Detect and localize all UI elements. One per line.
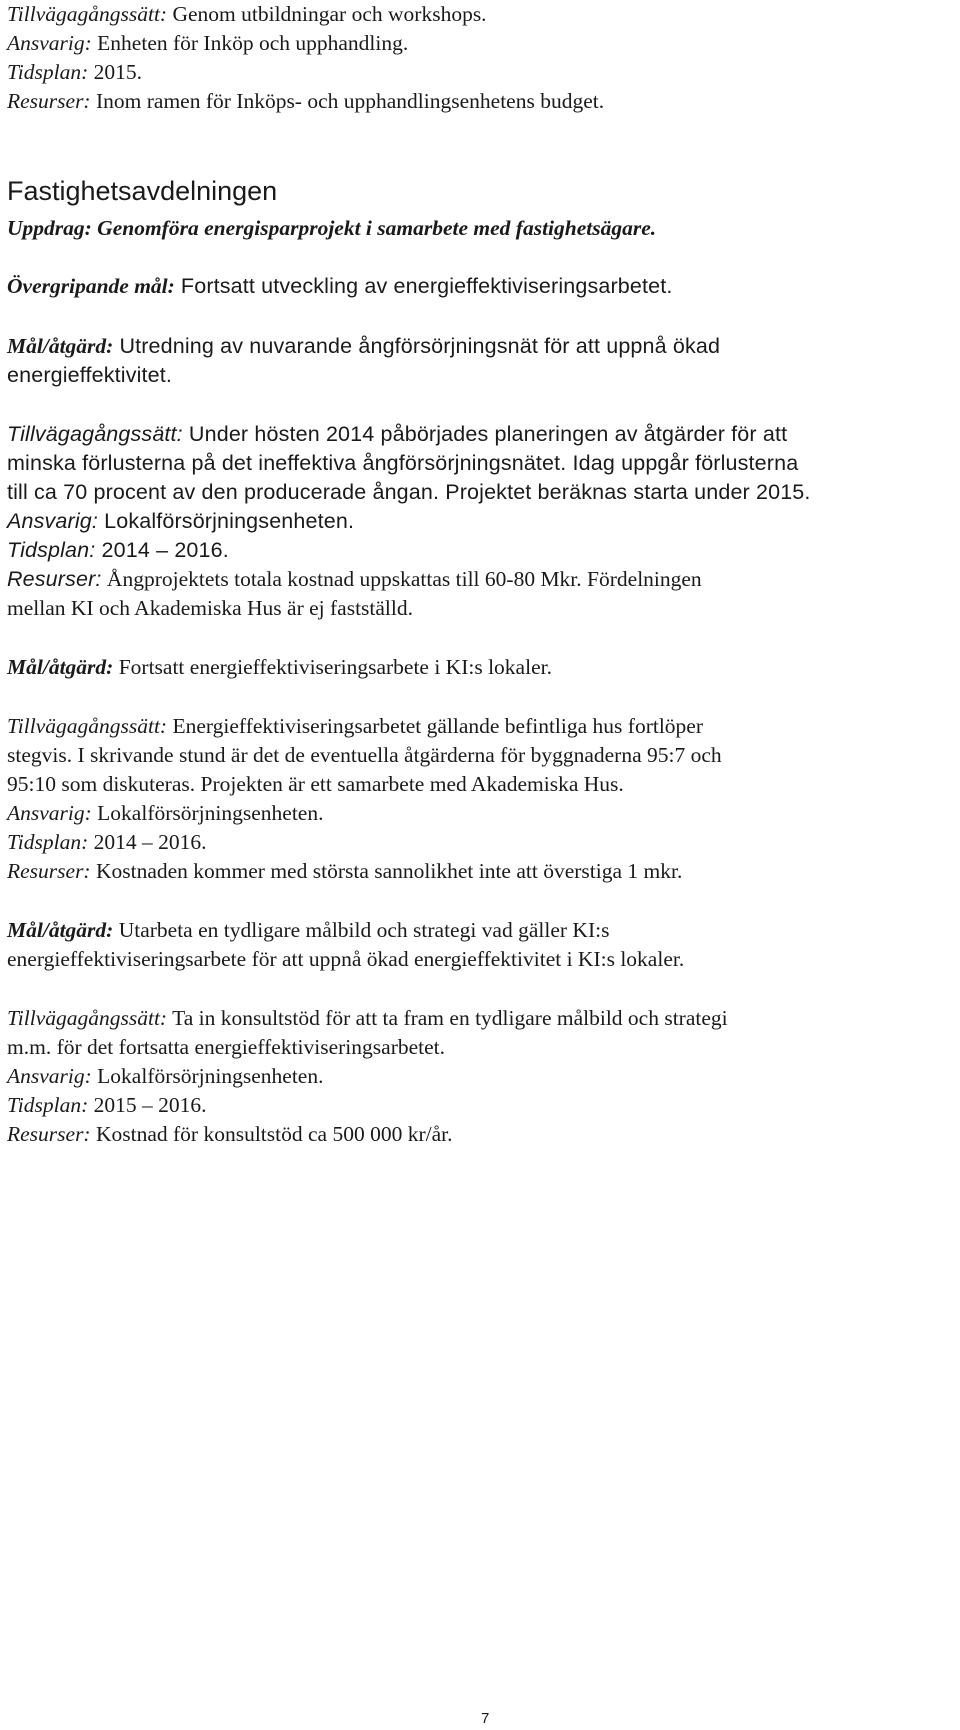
responsible-label: Ansvarig: <box>7 801 92 825</box>
top-schedule-line <box>7 58 142 86</box>
approach-label: Tillvägagångssätt: <box>7 422 183 446</box>
responsible-text: Lokalförsörjningsenheten. <box>91 1064 324 1088</box>
resources-text: Kostnad för konsultstöd ca 500 000 kr/år. <box>90 1122 453 1146</box>
measure-label: Mål/åtgärd: <box>7 655 114 679</box>
overall-goal-line <box>7 272 672 300</box>
measure-text: Fortsatt energieffektiviseringsarbete i KI:s lokaler. <box>113 655 552 679</box>
resources-label: Resurser: <box>7 567 102 591</box>
goal2-responsible-line <box>7 799 323 827</box>
page-number: 7 <box>481 1710 490 1727</box>
schedule-text: 2014 – 2016. <box>95 538 229 562</box>
goal3-approach-line1 <box>7 1004 728 1032</box>
approach-text: Energieffektiviseringsarbetet gällande befintliga hus fortlöper <box>167 714 704 738</box>
approach-label: Tillvägagångssätt: <box>7 2 168 26</box>
top-approach-line <box>7 0 487 28</box>
measure-text: Utredning av nuvarande ångförsörjningsnät för att uppnå ökad <box>113 334 721 358</box>
measure-label: Mål/åtgärd: <box>7 334 114 358</box>
responsible-text: Enheten för Inköp och upphandling. <box>91 31 409 55</box>
goal2-approach-line2: stegvis. I skrivande stund är det de eventuella åtgärderna för byggnaderna 95:7 och <box>7 743 722 767</box>
approach-text: Ta in konsultstöd för att ta fram en tydligare målbild och strategi <box>167 1006 728 1030</box>
assignment-line: Uppdrag: Genomföra energisparprojekt i samarbete med fastighetsägare. <box>7 216 657 240</box>
approach-label: Tillvägagångssätt: <box>7 1006 168 1030</box>
goal3-resources-line1 <box>7 1120 452 1148</box>
responsible-label: Ansvarig: <box>7 1064 92 1088</box>
section-heading: Fastighetsavdelningen <box>7 176 278 206</box>
goal1-approach-line3: till ca 70 procent av den producerade ångan. Projektet beräknas starta under 2015. <box>7 480 811 504</box>
measure-label: Mål/åtgärd: <box>7 918 114 942</box>
resources-label: Resurser: <box>7 89 91 113</box>
goal3-approach-line2: m.m. för det fortsatta energieffektiviseringsarbetet. <box>7 1035 446 1059</box>
goal2-schedule-line <box>7 828 207 856</box>
approach-label: Tillvägagångssätt: <box>7 714 168 738</box>
goal2-approach-line1 <box>7 712 703 740</box>
schedule-label: Tidsplan: <box>7 1093 89 1117</box>
responsible-text: Lokalförsörjningsenheten. <box>97 509 355 533</box>
goal1-responsible-line <box>7 507 354 535</box>
schedule-text: 2014 – 2016. <box>88 830 207 854</box>
overall-goal-text: Fortsatt utveckling av energieffektiviseringsarbetet. <box>174 274 673 298</box>
goal3-responsible-line <box>7 1062 323 1090</box>
schedule-label: Tidsplan: <box>7 538 96 562</box>
approach-text: Under hösten 2014 påbörjades planeringen av åtgärder för att <box>182 422 788 446</box>
schedule-label: Tidsplan: <box>7 830 89 854</box>
goal3-schedule-line <box>7 1091 207 1119</box>
resources-label: Resurser: <box>7 859 91 883</box>
goal1-approach-line1 <box>7 420 787 448</box>
goal2-resources-line1 <box>7 857 682 885</box>
resources-text: Ångprojektets totala kostnad uppskattas till 60-80 Mkr. Fördelningen <box>101 567 702 591</box>
resources-label: Resurser: <box>7 1122 91 1146</box>
overall-goal-label: Övergripande mål: <box>7 274 175 298</box>
schedule-label: Tidsplan: <box>7 60 89 84</box>
resources-text: Inom ramen för Inköps- och upphandlingsenhetens budget. <box>90 89 605 113</box>
goal2-measure-line1 <box>7 653 552 681</box>
goal1-measure-line1 <box>7 332 720 360</box>
measure-text: Utarbeta en tydligare målbild och strategi vad gäller KI:s <box>113 918 610 942</box>
responsible-label: Ansvarig: <box>7 31 92 55</box>
top-resources-line <box>7 87 604 115</box>
goal1-schedule-line <box>7 536 229 564</box>
goal2-approach-line3: 95:10 som diskuteras. Projekten är ett samarbete med Akademiska Hus. <box>7 772 624 796</box>
goal3-measure-line1 <box>7 916 609 944</box>
goal1-resources-line1 <box>7 565 702 593</box>
approach-text: Genom utbildningar och workshops. <box>167 2 487 26</box>
goal1-approach-line2: minska förlusterna på det ineffektiva ångförsörjningsnätet. Idag uppgår förlusterna <box>7 451 799 475</box>
top-responsible-line <box>7 29 408 57</box>
responsible-text: Lokalförsörjningsenheten. <box>91 801 324 825</box>
resources-text: Kostnaden kommer med största sannolikhet inte att överstiga 1 mkr. <box>90 859 683 883</box>
schedule-text: 2015. <box>88 60 142 84</box>
responsible-label: Ansvarig: <box>7 509 98 533</box>
goal1-measure-line2: energieffektivitet. <box>7 363 172 387</box>
goal3-measure-line2: energieffektiviseringsarbete för att uppnå ökad energieffektivitet i KI:s lokaler. <box>7 947 685 971</box>
schedule-text: 2015 – 2016. <box>88 1093 207 1117</box>
goal1-resources-line2: mellan KI och Akademiska Hus är ej fastställd. <box>7 596 414 620</box>
